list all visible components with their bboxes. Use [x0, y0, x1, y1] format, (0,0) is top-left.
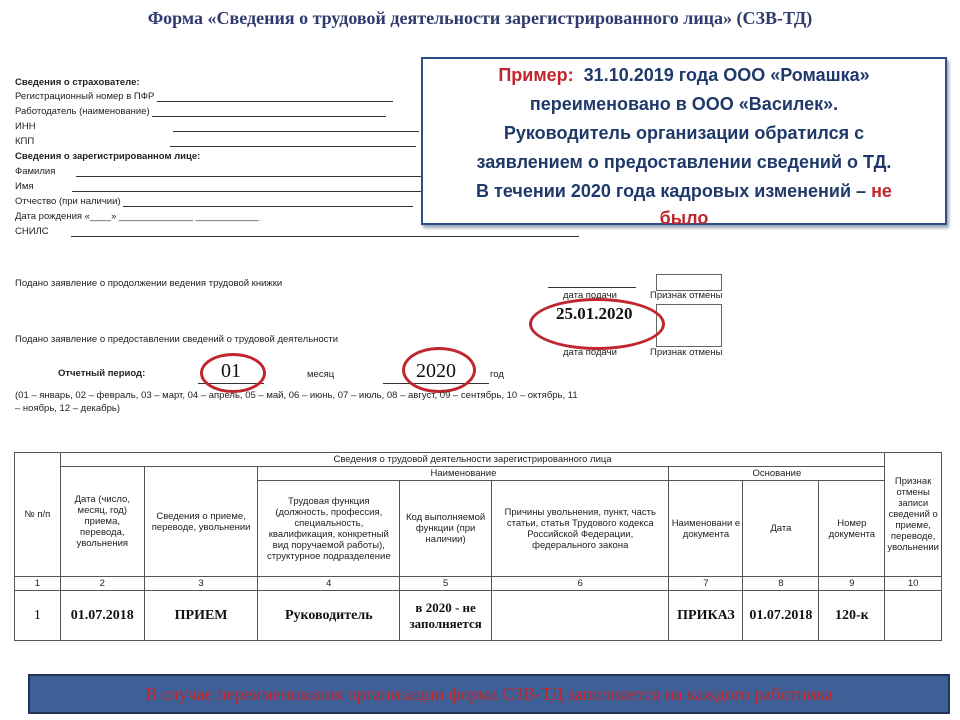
col-number: 2: [60, 577, 144, 591]
period-month-value: 01: [198, 360, 264, 384]
col-number: 10: [885, 577, 942, 591]
period-legend: (01 – январь, 02 – февраль, 03 – март, 04 – апрель, 05 – май, 06 – июнь, 07 – июль, 08 – август, 09 – сентябрь, 10 – октябрь, 11: [15, 390, 578, 401]
col-number: 9: [819, 577, 885, 591]
col-info-header: Сведения о приеме, переводе, увольнении: [144, 467, 258, 577]
snils-label: СНИЛС: [15, 226, 579, 237]
year-highlight-oval: [402, 347, 476, 393]
example-line-3: Руководитель организации обратился с: [503, 123, 865, 143]
employer-label: Работодатель (наименование): [15, 106, 386, 117]
date-label-1: дата подачи: [563, 290, 617, 301]
filed-date-highlight-oval: [529, 298, 665, 350]
cancel-box-2: [656, 304, 722, 347]
kpp-line: [170, 136, 416, 147]
col-doc-num-header: Номер документа: [819, 481, 885, 577]
row-doc-num: 120-к: [819, 591, 885, 641]
row-date: 01.07.2018: [60, 591, 144, 641]
period-year-label: год: [490, 369, 504, 380]
date-line-1: [548, 287, 636, 288]
example-line-6: было: [659, 208, 709, 228]
example-callout: [421, 57, 947, 228]
example-line-2: переименовано в ООО «Василек».: [529, 94, 839, 114]
col-function-header: Трудовая функция (должность, профессия, специальность, квалификация, конкретный вид поручаемой работы), структурное подразделение: [258, 481, 400, 577]
row-num: 1: [15, 591, 61, 641]
col-date-header: Дата (число, месяц, год) приема, перевода, увольнения: [60, 467, 144, 577]
cancel-label-1: Признак отмены: [650, 290, 723, 301]
table-main-header: Сведения о трудовой деятельности зарегистрированного лица: [60, 453, 884, 467]
row-reasons: [492, 591, 669, 641]
employer-line: [152, 106, 386, 117]
col-number: 8: [743, 577, 819, 591]
row-doc-date: 01.07.2018: [743, 591, 819, 641]
surname-line: [76, 166, 440, 177]
col-code-header: Код выполняемой функции (при наличии): [400, 481, 492, 577]
row-code: в 2020 - не заполняется: [400, 591, 492, 641]
patronymic-line: [123, 196, 413, 207]
cancel-box-1: [656, 274, 722, 291]
example-line-5-red: не: [871, 181, 892, 201]
surname-label: Фамилия: [15, 166, 440, 177]
col-number: 3: [144, 577, 258, 591]
col-number: 6: [492, 577, 669, 591]
col-number: 7: [669, 577, 743, 591]
row-doc-name: ПРИКАЗ: [669, 591, 743, 641]
col-number: 1: [15, 577, 61, 591]
column-numbers-row: [15, 577, 942, 591]
kpp-label: КПП: [15, 136, 416, 147]
example-line-5: В течении 2020 года кадровых изменений –: [476, 181, 867, 201]
period-label: Отчетный период:: [58, 368, 146, 379]
date-label-2: дата подачи: [563, 347, 617, 358]
col-num-header: № п/п: [15, 453, 61, 577]
period-month-label: месяц: [307, 369, 335, 380]
row-cancel: [885, 591, 942, 641]
cancel-label-2: Признак отмены: [650, 347, 723, 358]
table-row: [15, 591, 942, 641]
insurer-heading: Сведения о страхователе:: [15, 77, 140, 88]
bottom-banner: В случае переименования организации форма СЗВ-ТД заполняется на каждого работника: [28, 674, 950, 714]
patronymic-label: Отчество (при наличии): [15, 196, 413, 207]
inn-line: [173, 121, 419, 132]
work-activity-table: [14, 452, 942, 641]
name-label: Имя: [15, 181, 436, 192]
reg-number-line: [157, 91, 393, 102]
example-label: Пример:: [498, 65, 574, 85]
continue-book-label: Подано заявление о продолжении ведения трудовой книжки: [15, 278, 283, 289]
period-year-value: 2020: [383, 360, 489, 384]
filed-date-value: 25.01.2020: [556, 304, 633, 323]
col-doc-date-header: Дата: [743, 481, 819, 577]
period-legend-2: – ноябрь, 12 – декабрь): [15, 403, 120, 414]
col-cancel-header: Признак отмены записи сведений о приеме, переводе, увольнении: [885, 453, 942, 577]
month-highlight-oval: [200, 353, 266, 393]
person-heading: Сведения о зарегистрированном лице:: [15, 151, 201, 162]
example-line-1: 31.10.2019 года ООО «Ромашка»: [583, 65, 870, 85]
name-line: [72, 181, 436, 192]
row-info: ПРИЕМ: [144, 591, 258, 641]
inn-label: ИНН: [15, 121, 419, 132]
row-function: Руководитель: [258, 591, 400, 641]
col-reasons-header: Причины увольнения, пункт, часть статьи, статья Трудового кодекса Российской Федерации, федерального закона: [492, 481, 669, 577]
col-doc-name-header: Наименовани е документа: [669, 481, 743, 577]
reg-number-label: Регистрационный номер в ПФР: [15, 91, 393, 102]
osn-header: Основание: [669, 467, 885, 481]
naim-header: Наименование: [258, 467, 669, 481]
provide-info-label: Подано заявление о предоставлении сведений о трудовой деятельности: [15, 334, 339, 345]
page-title: Форма «Сведения о трудовой деятельности зарегистрированного лица» (СЗВ-ТД): [147, 8, 813, 28]
col-number: 4: [258, 577, 400, 591]
birth-date-label: Дата рождения «____» ______________ ____________: [15, 211, 260, 222]
col-number: 5: [400, 577, 492, 591]
example-line-4: заявлением о предоставлении сведений о ТД.: [476, 152, 892, 172]
